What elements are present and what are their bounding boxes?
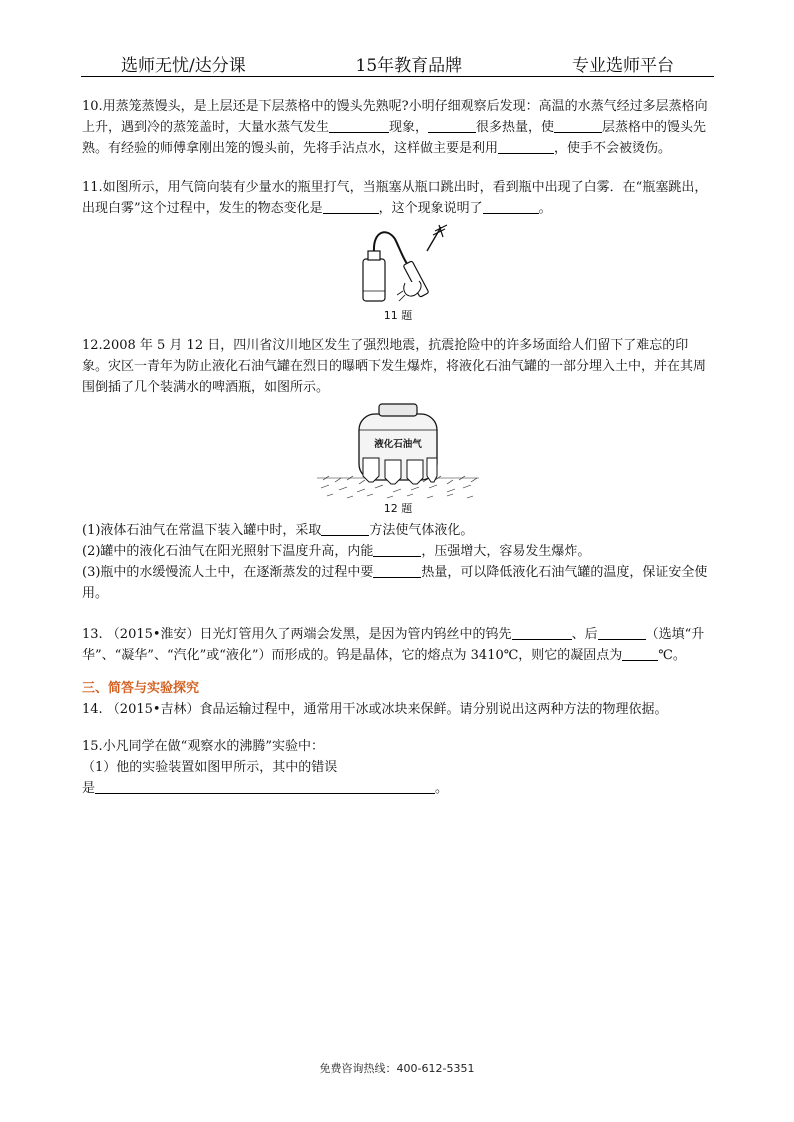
section-heading: 三、简答与实验探究 — [82, 681, 200, 696]
question-15-part-1-answer: 是 。 — [82, 781, 449, 796]
answer-blank[interactable] — [512, 625, 572, 640]
question-12-part-1: (1)液体石油气在常温下装入罐中时，采取 方法使气体液化。 — [82, 523, 474, 538]
answer-blank[interactable] — [498, 139, 554, 154]
question-12-subparts — [82, 520, 714, 604]
question-15-part-1: （1）他的实验装置如图甲所示，其中的错误 — [82, 760, 338, 775]
answer-blank[interactable] — [323, 199, 379, 214]
answer-blank[interactable] — [321, 521, 369, 536]
answer-blank[interactable] — [598, 625, 646, 640]
pump-bottle-figure-icon — [343, 221, 453, 307]
question-12 — [82, 335, 714, 604]
question-12-part-2: (2)罐中的液化石油气在阳光照射下温度升高，内能 ，压强增大，容易发生爆炸。 — [82, 544, 591, 559]
page-header — [81, 48, 714, 77]
answer-blank[interactable] — [95, 779, 435, 794]
question-15-text: 15.小凡同学在做“观察水的沸腾”实验中： — [82, 739, 324, 754]
figure-11 — [82, 221, 714, 323]
answer-blank[interactable] — [554, 118, 602, 133]
question-13-text: 13. （2015•淮安）日光灯管用久了两端会发黑，是因为管内钨丝中的钨先 、后 （选填“升华”、“凝华”、“汽化”或“液化”）而形成的。钨是晶体，它的熔点为 3410℃，则它的凝固点为 ℃。 — [82, 627, 705, 663]
tank-label: 液化石油气 — [374, 439, 422, 450]
header-slogan: 15年教育品牌 — [355, 56, 463, 76]
question-15 — [82, 736, 714, 799]
answer-blank[interactable] — [373, 542, 421, 557]
question-10-text: 10.用蒸笼蒸馒头，是上层还是下层蒸格中的馒头先熟呢?小明仔细观察后发现：高温的水蒸气经过多层蒸格向上升，遇到冷的蒸笼盖时，大量水蒸气发生 现象， 很多热量，使 层蒸格中的馒头先熟。有经验的师傅拿刚出笼的馒头前，先将手沾点水，这样做主要是利用 ，使手不会被烫伤。 — [82, 99, 708, 156]
answer-blank[interactable] — [622, 646, 658, 661]
document-body — [82, 96, 714, 811]
answer-blank[interactable] — [373, 563, 421, 578]
question-14 — [82, 699, 714, 720]
question-12-text: 12.2008 年 5 月 12 日，四川省汶川地区发生了强烈地震，抗震抢险中的许多场面给人们留下了难忘的印象。灾区一青年为防止液化石油气罐在烈日的曝晒下发生爆炸，将液化石油气罐的一部分埋入土中，并在其周围倒插了几个装满水的啤酒瓶，如图所示。 — [82, 338, 707, 395]
question-12-part-3: (3)瓶中的水缓慢流人土中，在逐渐蒸发的过程中要 热量，可以降低液化石油气罐的温度，保证安全使用。 — [82, 565, 708, 601]
figure-12 — [82, 400, 714, 516]
figure-12-caption: 12 题 — [383, 502, 413, 515]
question-14-text: 14. （2015•吉林）食品运输过程中，通常用干冰或冰块来保鲜。请分别说出这两种方法的物理依据。 — [82, 702, 668, 717]
page-footer: 免费咨询热线：400-612-5351 — [319, 1062, 475, 1075]
question-11-text: 11.如图所示，用气筒向装有少量水的瓶里打气，当瓶塞从瓶口跳出时，看到瓶中出现了白雾．在“瓶塞跳出，出现白雾”这个过程中，发生的物态变化是 ，这个现象说明了 。 — [82, 180, 708, 216]
gas-tank-figure-icon — [313, 400, 483, 500]
answer-blank[interactable] — [428, 118, 476, 133]
header-brand: 选师无忧/达分课 — [121, 56, 246, 76]
question-13 — [82, 624, 714, 666]
question-11 — [82, 177, 714, 323]
question-10 — [82, 96, 714, 159]
header-platform: 专业选师平台 — [572, 56, 674, 76]
answer-blank[interactable] — [329, 118, 389, 133]
figure-11-caption: 11 题 — [383, 309, 413, 322]
answer-blank[interactable] — [483, 199, 539, 214]
